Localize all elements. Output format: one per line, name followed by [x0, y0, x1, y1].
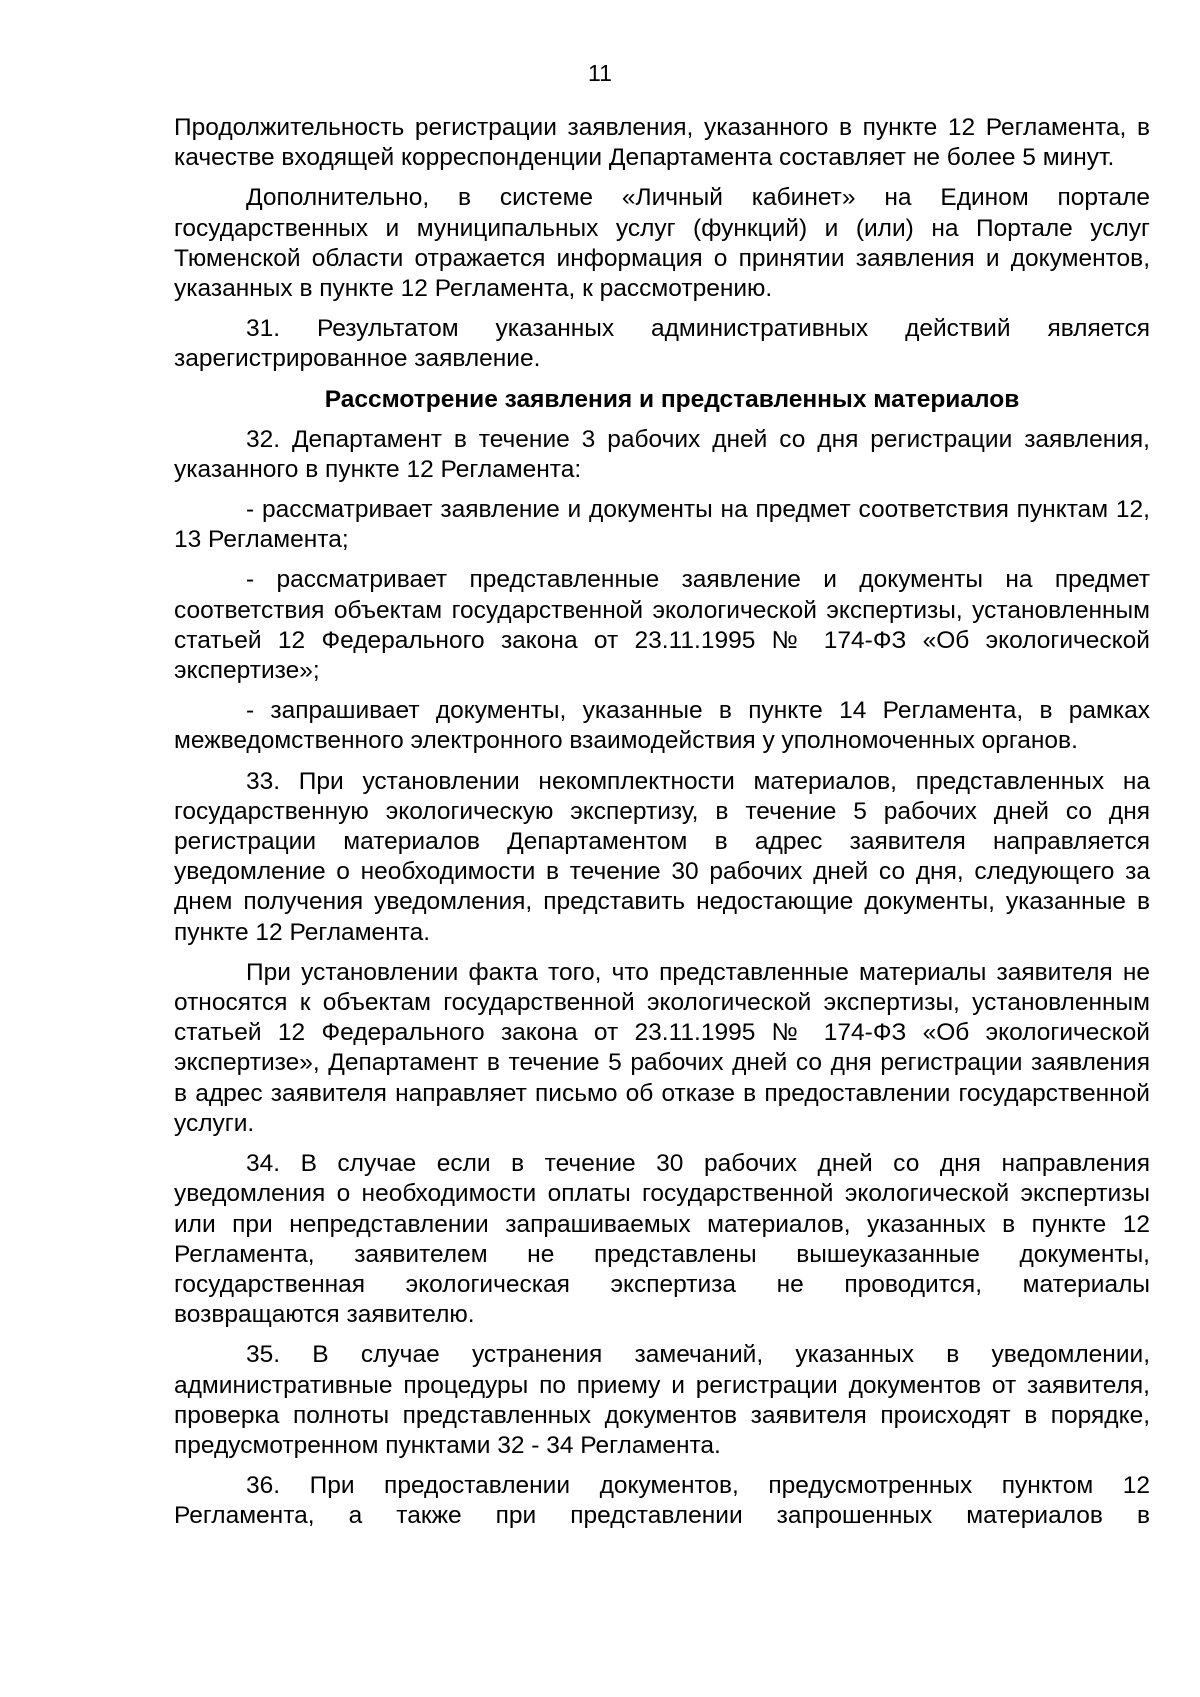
section-heading: Рассмотрение заявления и представленных материалов: [324, 385, 1020, 413]
paragraph: При установлении факта того, что представленные материалы заявителя не относятся к объектам государственной экологической экспертизы, установленным статьей 12 Федерального закона от 23.11.1995 № 174-ФЗ «Об экологической экспертизе», Департамент в течение 5 рабочих дней со дня регистрации заявления в адрес заявителя направляет письмо об отказе в предоставлении государственной услуги.: [174, 958, 1150, 1137]
list-item: - рассматривает заявление и документы на предмет соответствия пунктам 12, 13 Регламента;: [174, 496, 1150, 554]
page-number: 11: [588, 60, 612, 86]
list-item: - запрашивает документы, указанные в пункте 14 Регламента, в рамках межведомственного электронного взаимодействия у уполномоченных органов.: [174, 697, 1150, 755]
paragraph-item-33: 33. При установлении некомплектности материалов, представленных на государственную экологическую экспертизу, в течение 5 рабочих дней со дня регистрации материалов Департаментом в адрес заявителя направляется уведомление о необходимости в течение 30 рабочих дней со дня, следующего за днем получения уведомления, представить недостающие документы, указанные в пункте 12 Регламента.: [174, 767, 1150, 946]
paragraph: Продолжительность регистрации заявления, указанного в пункте 12 Регламента, в качестве входящей корреспонденции Департамента составляет не более 5 минут.: [174, 114, 1150, 172]
list-item: - рассматривает представленные заявление и документы на предмет соответствия объектам государственной экологической экспертизы, установленным статьей 12 Федерального закона от 23.11.1995 № 174-ФЗ «Об экологической экспертизе»;: [174, 566, 1150, 685]
paragraph-item-32: 32. Департамент в течение 3 рабочих дней со дня регистрации заявления, указанного в пункте 12 Регламента:: [174, 425, 1150, 483]
paragraph-item-31: 31. Результатом указанных административных действий является зарегистрированное заявление.: [174, 315, 1150, 373]
document-body: [174, 113, 1150, 1542]
paragraph-item-34: 34. В случае если в течение 30 рабочих дней со дня направления уведомления о необходимости оплаты государственной экологической экспертизы или при непредставлении запрашиваемых материалов, указанных в пункте 12 Регламента, заявителем не представлены вышеуказанные документы, государственная экологическая экспертиза не проводится, материалы возвращаются заявителю.: [174, 1150, 1150, 1329]
paragraph-item-36: 36. При предоставлении документов, предусмотренных пунктом 12 Регламента, а также при представлении запрошенных материалов в: [174, 1472, 1150, 1530]
paragraph: Дополнительно, в системе «Личный кабинет» на Едином портале государственных и муниципальных услуг (функций) и (или) на Портале услуг Тюменской области отражается информация о принятии заявления и документов, указанных в пункте 12 Регламента, к рассмотрению.: [174, 184, 1150, 303]
paragraph-item-35: 35. В случае устранения замечаний, указанных в уведомлении, административные процедуры по приему и регистрации документов от заявителя, проверка полноты представленных документов заявителя происходят в порядке, предусмотренном пунктами 32 - 34 Регламента.: [174, 1341, 1150, 1459]
